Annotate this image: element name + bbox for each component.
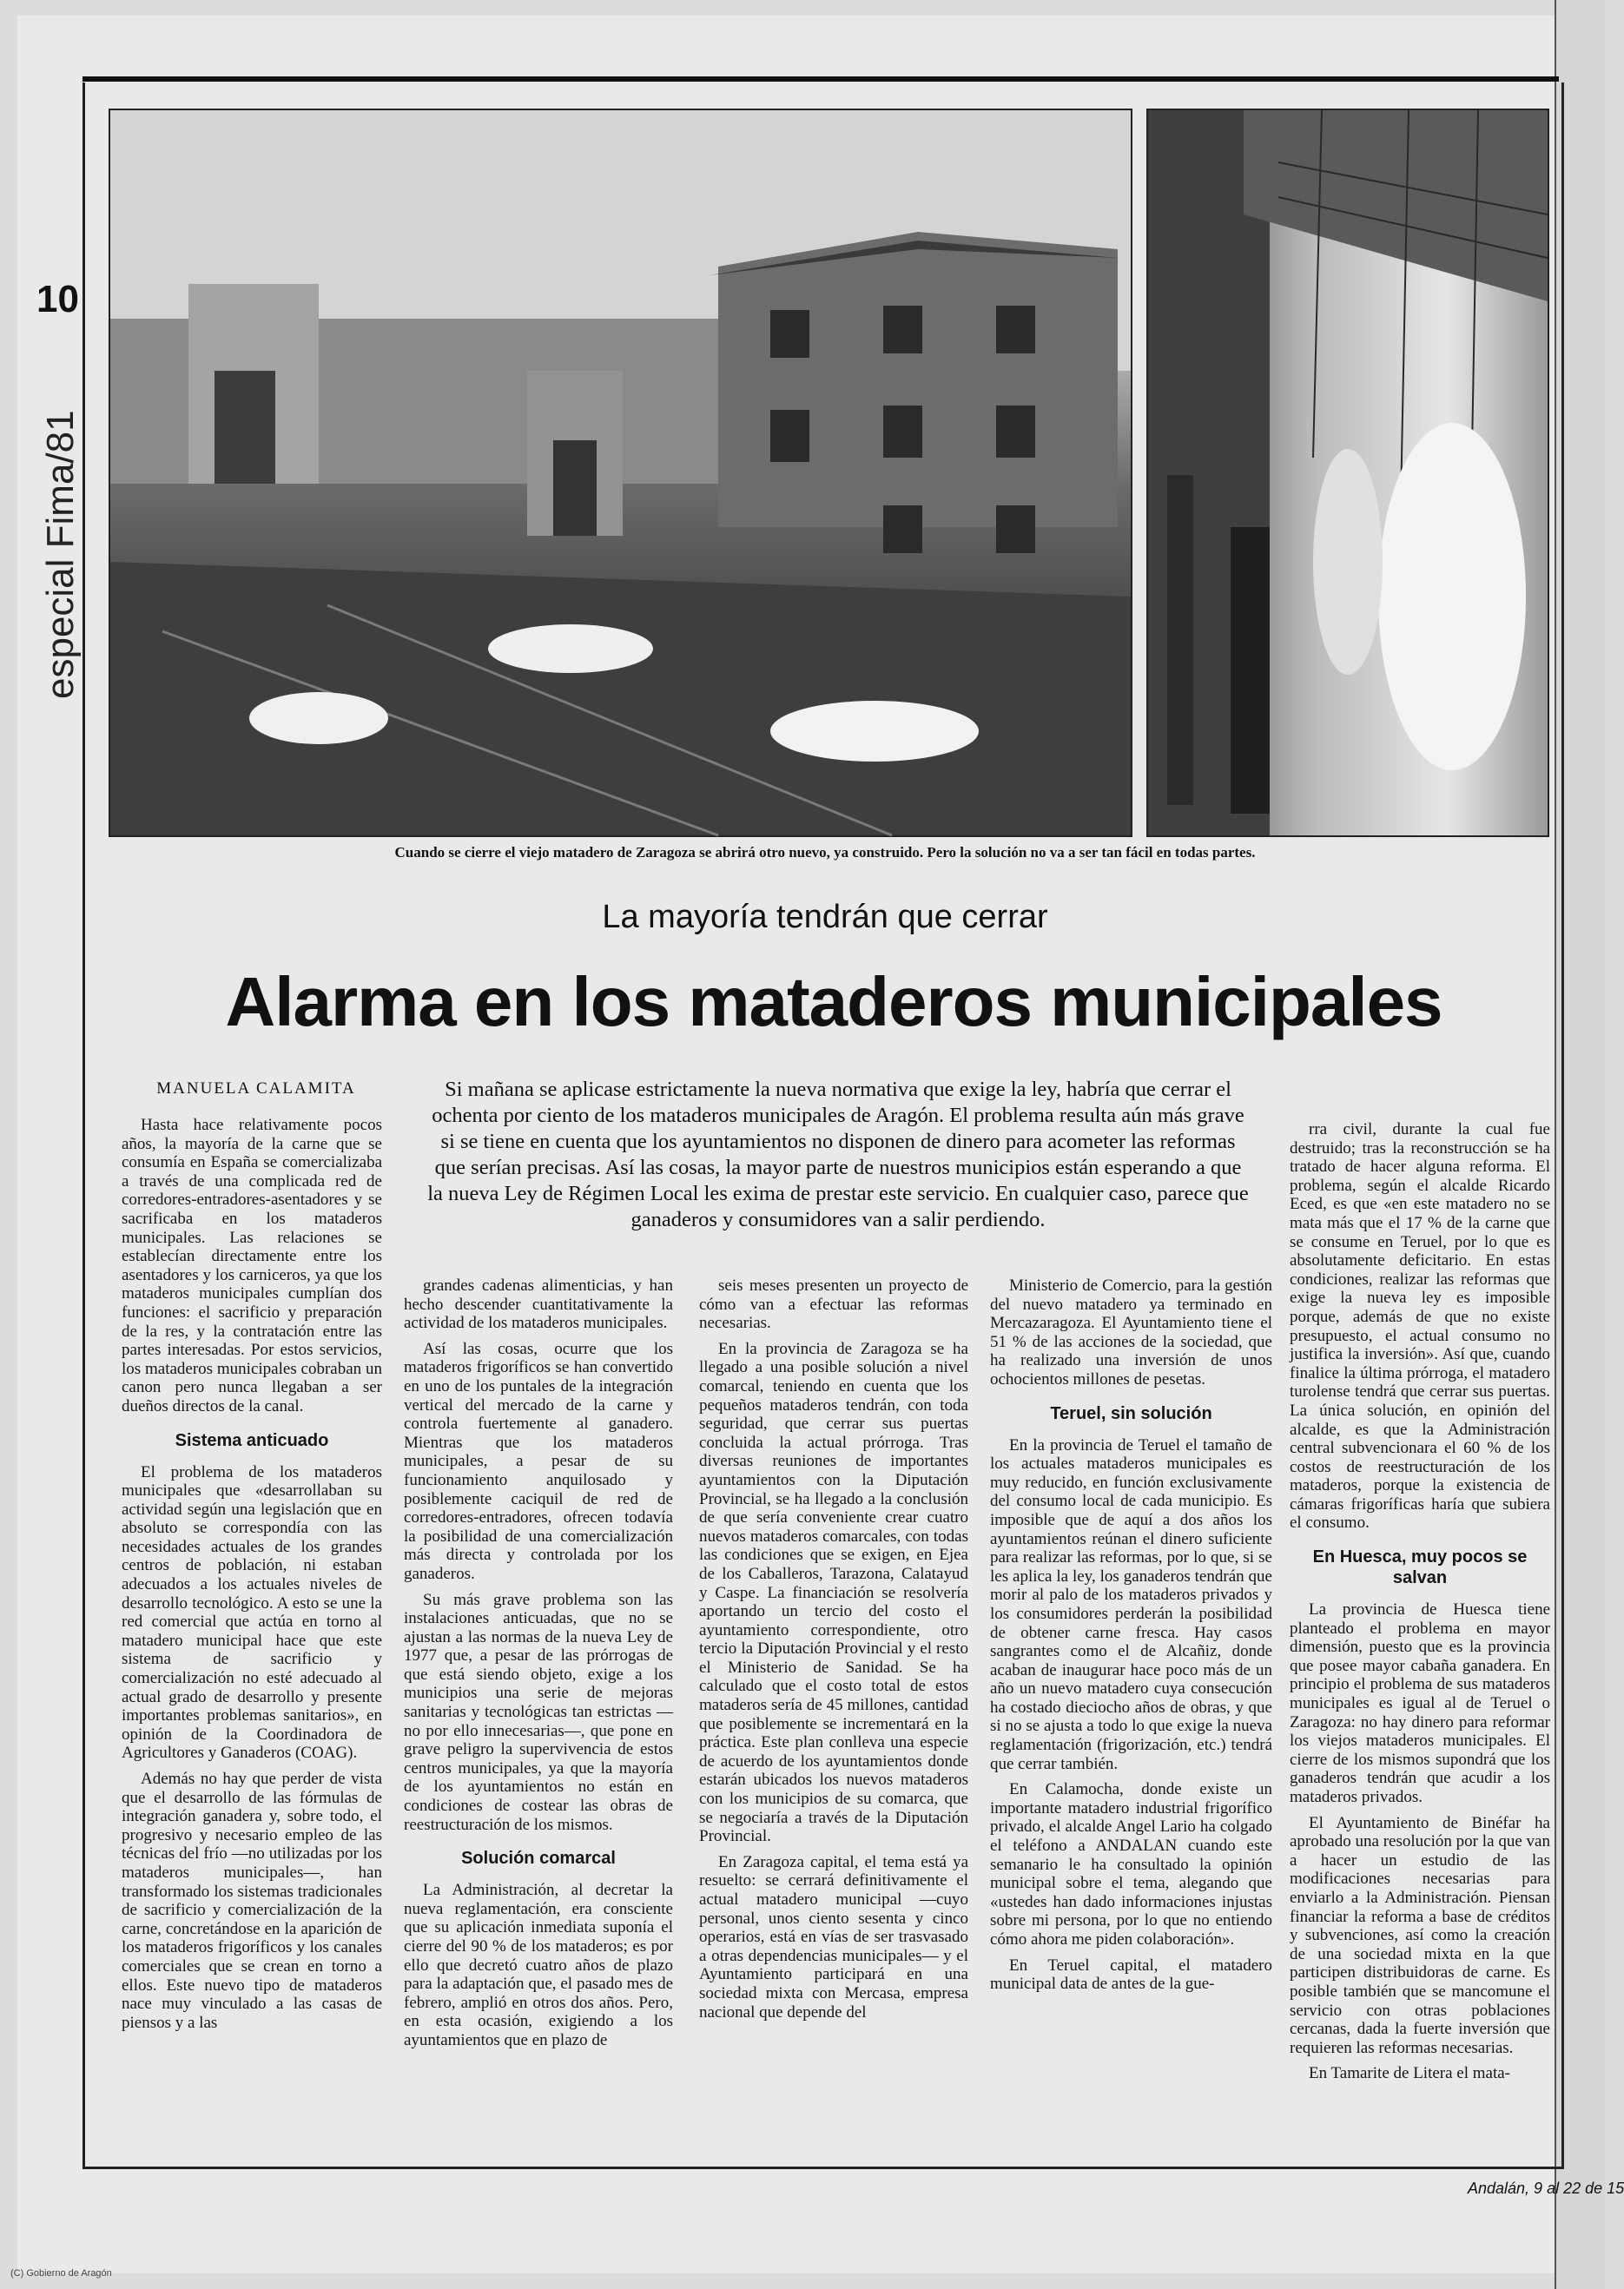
- subheading: En Huesca, muy pocos se salvan: [1312, 1547, 1528, 1588]
- paragraph: En Zaragoza capital, el tema está ya resuelto: se cerrará definitivamente el actual matadero municipal —cuyo personal, unos ciento sesenta y cinco operarios, está en vías de ser trasvasado a otras dependencias municipales— y el Ayuntamiento participará en una sociedad mixta con Mercasa, empresa nacional que depende del: [699, 1852, 968, 2022]
- slaughterhouse-exterior-photo: [109, 109, 1132, 837]
- subheading: Sistema anticuado: [175, 1430, 329, 1450]
- paragraph: Ministerio de Comercio, para la gestión del nuevo matadero ya terminado en Mercazaragoza. El Ayuntamiento tiene el 51 % de las acciones de la sociedad, que ha realizado una inversión de unos ochocientos millones de pesetas.: [990, 1276, 1272, 1389]
- paragraph: En la provincia de Zaragoza se ha llegado a una posible solución a nivel comarcal, teniendo en cuenta que los pequeños mataderos tendrán, con toda seguridad, que cerrar sus puertas concluida la actual prórroga. Tras diversas reuniones de importantes ayuntamientos con la Diputación Provincial, se ha llegado a la conclusión de que sería conveniente crear cuatro nuevos mataderos comarcales, con todas las condiciones que se exigen, en Ejea de los Caballeros, Tarazona, Calatayud y Caspe. La financiación se resolvería aportando un tercio del costo el ayuntamiento correspondiente, otro tercio la Diputación Provincial y el resto el Ministerio de Sanidad. Se ha calculado que el costo total de estos mataderos sería de 45 millones, cantidad que posiblemente se incrementará en la práctica. Este plan conlleva una especie de acuerdo de los ayuntamientos donde estarán ubicados los nuevos mataderos con los municipios de su comarca, que se negociaría a través de la Diputación Provincial.: [699, 1339, 968, 1846]
- subheading: Teruel, sin solución: [1050, 1403, 1212, 1423]
- article-headline: Alarma en los mataderos municipales: [225, 963, 1442, 1040]
- paragraph: grandes cadenas alimenticias, y han hecho descender cuantitativamente la actividad de los mataderos municipales.: [404, 1276, 673, 1333]
- paragraph: En Tamarite de Litera el mata-: [1309, 2064, 1511, 2083]
- column-2: [404, 1276, 673, 2057]
- paragraph: El problema de los mataderos municipales que «desarrollaban su actividad según una legislación que en absoluto se correspondía con las necesidades actuales de los grandes centros de población, ni estaban adecuados a los actuales niveles de desarrollo tecnológico. A esto se une la red comercial que actúa en torno al matadero municipal hace que este sistema de sacrificio y comercialización no esté adecuado al actual grado de desarrollo y presente importantes problemas sanitarios», en opinión de la Coordinadora de Agricultores y Ganaderos (COAG).: [122, 1462, 382, 1763]
- column-5: [1290, 1120, 1550, 2090]
- section-side-label: [35, 278, 87, 699]
- column-4: [990, 1276, 1272, 2001]
- paragraph: El Ayuntamiento de Binéfar ha aprobado una resolución por la que van a hacer un estudio de las modificaciones necesarias para enviarlo a la Administración. Piensan financiar la reforma a base de créditos y subvenciones, así como la creación de una sociedad mixta en la que participen distribuidoras de carne. Es posible también que se mancomune el servicio con otras poblaciones cercanas, dada la fuerte inversión que requieren las reformas necesarias.: [1290, 1813, 1550, 2057]
- paragraph: En la provincia de Teruel el tamaño de los actuales mataderos municipales es muy reducido, en función exclusivamente del consumo local de cada municipio. Es imposible que de aquí a dos años los ayuntamientos reúnan el dinero suficiente para realizar las reformas, por lo que, si se les aplica la ley, los ganaderos tendrán que morir al palo de los mataderos privados y los consumidores perderán la posibilidad de obtener carne fresca. Hay casos sangrantes como el de Alcañiz, donde acaban de inaugurar hace poco más de un año un nuevo matadero cuya consecución ha costado dieciocho años de obras, y que si no se ajusta a todo lo que exige la nueva reglamentación (frigorización, etc.) tendrá que cerrar también.: [990, 1435, 1272, 1773]
- paragraph: seis meses presenten un proyecto de cómo van a efectuar las reformas necesarias.: [699, 1276, 968, 1333]
- subheading: Solución comarcal: [461, 1849, 616, 1869]
- paragraph: rra civil, durante la cual fue destruido; tras la reconstrucción se ha tratado de hacer alguna reforma. El problema, según el alcalde Ricardo Eced, es que «en este matadero no se mata más que el 17 % de la carne que se consume en Teruel, por lo que es absolutamente deficitario. En estas condiciones, realizar las reformas que exige la nueva ley es imposible porque, además de que no existe presupuesto, el actual consumo no justifica la inversión». Así que, cuando finalice la última prórroga, el matadero turolense tendrá que cerrar sus puertas. La única solución, en opinión del alcalde, es que la Administración central subvencionara el 60 % de los costos de reestructuración de los mataderos, porque la existencia de cámaras frigoríficas haría que subiera el consumo.: [1290, 1120, 1550, 1533]
- paragraph: Hasta hace relativamente pocos años, la mayoría de la carne que se consumía en España se comercializaba a través de una complicada red de corredores-entradores-asentadores y se sacrificaba en los mataderos municipales. Las relaciones se establecían directamente entre los asentadores y los carniceros, ya que los mataderos municipales cumplían dos funciones: el sacrificio y preparación de la res, y la contratación entre las partes interesadas. Por estos servicios, los mataderos municipales cobraban un canon pero nunca llegaban a ser dueños directos de la canal.: [122, 1116, 382, 1415]
- paragraph: Además no hay que perder de vista que el desarrollo de las fórmulas de integración ganadera y, sobre todo, el progresivo y necesario empleo de las técnicas del frío —no utilizadas por los mataderos municipales—, han transformado los sistemas tradicionales de sacrificio y comercialización de la carne, concretándose en la aparición de los mataderos frigoríficos y los canales comerciales que se crean en torno a ellos. Este nuevo tipo de mataderos nace muy vinculado a las casas de piensos y a las: [122, 1770, 382, 2032]
- photo-caption: Cuando se cierre el viejo matadero de Zaragoza se abrirá otro nuevo, ya construido. Pero la solución no va a ser tan fácil en todas partes.: [394, 844, 1256, 861]
- page-number: 10: [36, 278, 79, 320]
- column-3: [699, 1276, 968, 2028]
- article-kicker: La mayoría tendrán que cerrar: [602, 899, 1048, 935]
- author-byline: MANUELA CALAMITA: [156, 1079, 356, 1098]
- paragraph: En Teruel capital, el matadero municipal data de antes de la gue-: [990, 1956, 1272, 1994]
- issue-footer: Andalán, 9 al 22 de 15: [1468, 2180, 1624, 2197]
- section-name: especial Fima/81: [39, 410, 82, 699]
- paragraph: La provincia de Huesca tiene planteado el problema en mayor dimensión, puesto que es la provincia que posee mayor cabaña ganadera. En principio el problema de sus mataderos municipales es igual al de Teruel o Zaragoza: no hay dinero para reformar los viejos mataderos municipales. El cierre de los mismos supondrá que los ganaderos tendrán que acudir a los mataderos privados.: [1290, 1600, 1550, 1806]
- article-lead: Si mañana se aplicase estrictamente la nueva normativa que exige la ley, habría que cerrar el ochenta por ciento de los mataderos municipales de Aragón. El problema resulta aún más grave si se tiene en cuenta que los ayuntamientos no disponen de dinero para acometer las reformas que serían precisas. Así las cosas, la mayor parte de nuestros municipios están esperando a que la nueva Ley de Régimen Local les exima de prestar este servicio. En cualquier caso, parece que ganaderos y consumidores van a salir perdiendo.: [427, 1078, 1249, 1231]
- paragraph: La Administración, al decretar la nueva reglamentación, era consciente que su aplicación inmediata suponía el cierre del 90 % de los mataderos; es por ello que decretó cuatro años de plazo para la adaptación que, el pasado mes de febrero, amplió en otros dos años. Pero, en esta ocasión, exigiendo a los ayuntamientos que en plazo de: [404, 1881, 673, 2049]
- column-1: [122, 1116, 382, 2039]
- paragraph: Su más grave problema son las instalaciones anticuadas, que no se ajustan a las normas de la nueva Ley de 1977 que, a pesar de las prórrogas de que está siendo objeto, exige a los municipios una serie de mejoras sanitarias y tecnológicas tan estrictas —no por ello innecesarias—, que pone en grave peligro la supervivencia de estos centros municipales, ya que la mayoría de los ayuntamientos no están en condiciones de costear las obras de reestructuración de los mismos.: [404, 1590, 673, 1834]
- copyright-note: (C) Gobierno de Aragón: [10, 2268, 112, 2279]
- top-rule: [83, 76, 1559, 82]
- slaughterhouse-interior-photo: [1146, 109, 1549, 837]
- paragraph: Así las cosas, ocurre que los mataderos frigoríficos se han convertido en uno de los puntales de la integración vertical del mercado de la carne y controla fuertemente al ganadero. Mientras que los mataderos municipales, a pesar de su funcionamiento anquilosado y posiblemente caciquil de red de corredores-entradores, ofrecen todavía la posibilidad de una comercialización más directa y controlada por los ganaderos.: [404, 1339, 673, 1583]
- paragraph: En Calamocha, donde existe un importante matadero industrial frigorífico privado, el alcalde Angel Lario ha colgado el teléfono a ANDALAN cuando este semanario le ha consultado la opinión municipal sobre el tema, alegando que «ustedes han dado informaciones injustas sobre mi persona, por lo que no entiendo cómo ahora me piden colaboración».: [990, 1780, 1272, 1949]
